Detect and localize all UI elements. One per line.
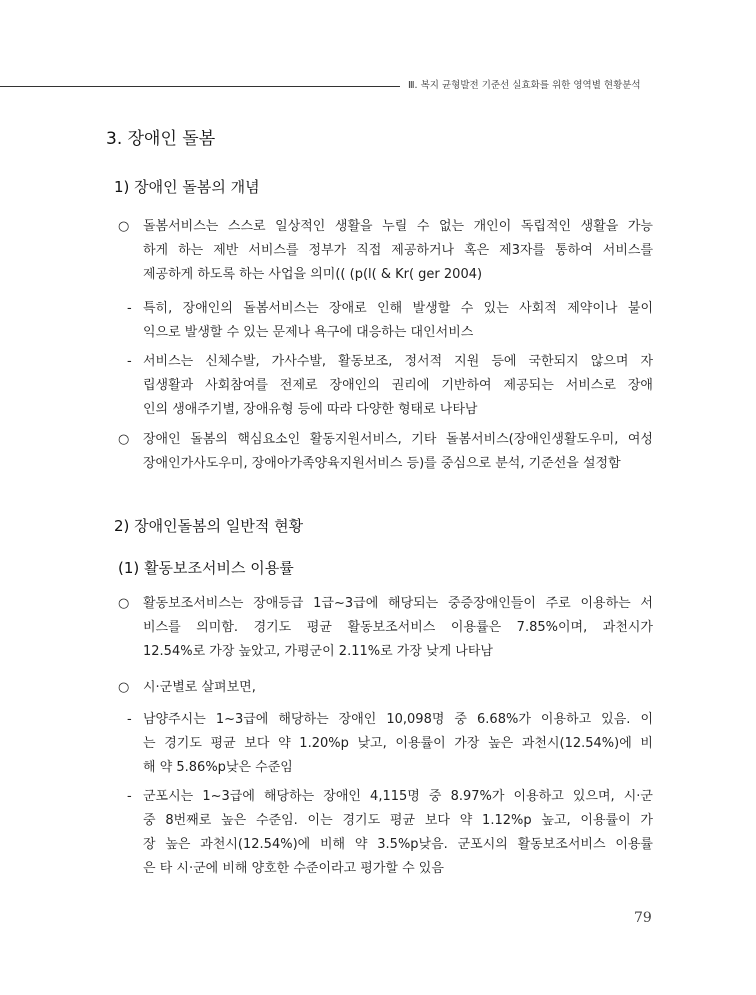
dash-bullet: - (127, 789, 132, 804)
page-number: 79 (634, 910, 652, 926)
text-line: 서비스는 신체수발, 가사수발, 활동보조, 정서적 지원 등에 국한되지 않으며 자 (143, 354, 653, 369)
dash-bullet: - (127, 354, 132, 369)
text-line: 익으로 발생할 수 있는 문제나 욕구에 대응하는 대인서비스 (143, 325, 474, 340)
circle-bullet-icon: ○ (118, 432, 130, 447)
dash-bullet: - (127, 301, 132, 316)
text-line: 12.54%로 가장 높았고, 가평군이 2.11%로 가장 낮게 나타남 (143, 644, 493, 659)
text-line: 장애인가사도우미, 장애아가족양육지원서비스 등)를 중심으로 분석, 기준선을 설정함 (143, 456, 621, 471)
text-line: 장애인 돌봄의 핵심요소인 활동지원서비스, 기타 돌봄서비스(장애인생활도우미, 여성 (143, 432, 653, 447)
dash-item (127, 350, 653, 422)
text-line: 비스를 의미함. 경기도 평균 활동보조서비스 이용률은 7.85%이며, 과천시가 (143, 620, 653, 635)
circle-bullet-icon: ○ (118, 680, 130, 695)
text-line: 특히, 장애인의 돌봄서비스는 장애로 인해 발생할 수 있는 사회적 제약이나 불이 (143, 301, 653, 316)
dash-item (127, 708, 653, 780)
dash-item (127, 785, 653, 881)
text-line: 돌봄서비스는 스스로 일상적인 생활을 누릴 수 없는 개인이 독립적인 생활을 가능 (143, 219, 653, 234)
bullet-item (118, 592, 653, 664)
text-line: 장 높은 과천시(12.54%)에 비해 약 3.5%p낮음. 군포시의 활동보조서비스 이용률 (143, 837, 653, 852)
dash-item (127, 297, 653, 345)
header-rule (0, 86, 400, 87)
text-line: 제공하게 하도록 하는 사업을 의미(( (p(l( & Kr( ger 2004) (143, 267, 483, 282)
text-line: 해 약 5.86%p낮은 수준임 (143, 760, 293, 775)
section-title: 3. 장애인 돌봄 (106, 129, 216, 149)
bullet-item (118, 215, 653, 287)
subsection-title-concept: 1) 장애인 돌봄의 개념 (114, 178, 260, 196)
text-line: 남양주시는 1~3급에 해당하는 장애인 10,098명 중 6.68%가 이용하고 있음. 이 (143, 712, 653, 727)
text-line: 는 경기도 평균 보다 약 1.20%p 낮고, 이용률이 가장 높은 과천시(12.54%)에 비 (143, 736, 653, 751)
text-line: 은 타 시·군에 비해 양호한 수준이라고 평가할 수 있음 (143, 861, 444, 876)
text-line: 활동보조서비스는 장애등급 1급~3급에 해당되는 중증장애인들이 주로 이용하는 서 (143, 596, 653, 611)
dash-bullet: - (127, 712, 132, 727)
text-line: 립생활과 사회참여를 전제로 장애인의 권리에 기반하여 제공되는 서비스로 장애 (143, 378, 653, 393)
subsection-title-status: 2) 장애인돌봄의 일반적 현황 (114, 517, 304, 535)
bullet-item (118, 676, 653, 700)
subsubsection-title-activity-support: (1) 활동보조서비스 이용률 (118, 559, 294, 577)
running-header: Ⅲ. 복지 균형발전 기준선 실효화를 위한 영역별 현황분석 (408, 80, 641, 91)
text-line: 하게 하는 제반 서비스를 정부가 직접 제공하거나 혹은 제3자를 통하여 서비스를 (143, 243, 653, 258)
text-line: 군포시는 1~3급에 해당하는 장애인 4,115명 중 8.97%가 이용하고 있으며, 시·군 (143, 789, 653, 804)
text-line: 시·군별로 살펴보면, (143, 680, 256, 695)
text-line: 인의 생애주기별, 장애유형 등에 따라 다양한 형태로 나타남 (143, 402, 478, 417)
circle-bullet-icon: ○ (118, 219, 130, 234)
circle-bullet-icon: ○ (118, 596, 130, 611)
text-line: 중 8번째로 높은 수준임. 이는 경기도 평균 보다 약 1.12%p 높고, 이용률이 가 (143, 813, 653, 828)
bullet-item (118, 428, 653, 476)
